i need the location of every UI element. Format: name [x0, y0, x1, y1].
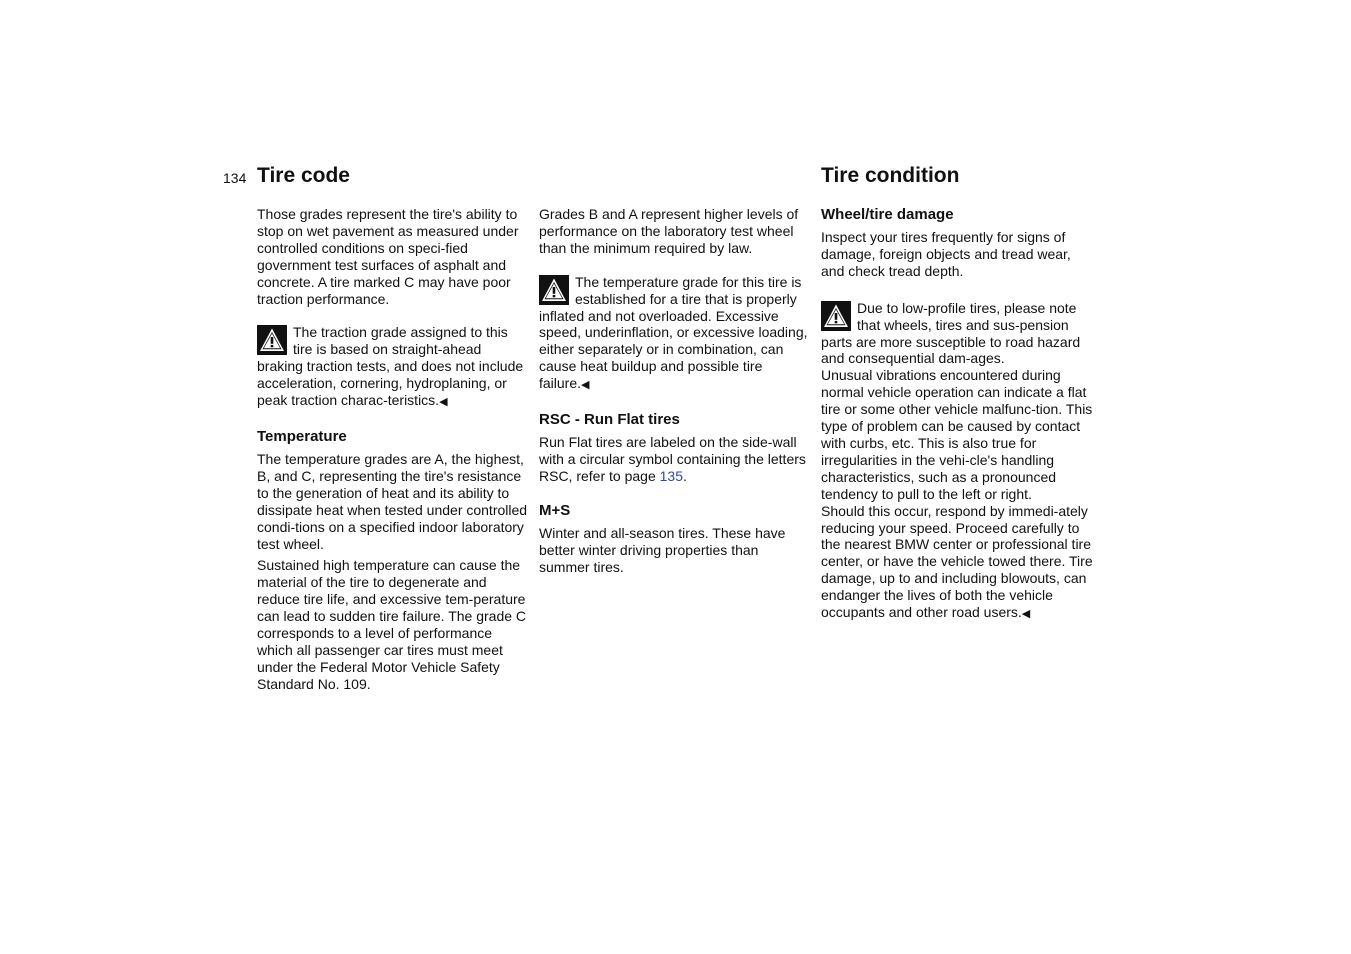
paragraph-temperature-grades: The temperature grades are A, the highest, B, and C, representing the tire's resistance to the generation of heat and its ability to dissipate heat when tested under controlled condi-tions on a specified indoor laboratory test wheel.: [257, 450, 528, 552]
warning-traction: [257, 324, 529, 411]
paragraph-inspect-tires: Inspect your tires frequently for signs of damage, foreign objects and tread wear, and check tread depth.: [821, 229, 1071, 279]
heading-temperature: Temperature: [257, 427, 347, 445]
warning-temperature-text: [539, 274, 809, 394]
paragraph-grades-b-a: Grades B and A represent higher levels of performance on the laboratory test wheel than the minimum required by law.: [539, 206, 799, 256]
respond-body: Should this occur, respond by immedi-ately reducing your speed. Proceed carefully to the nearest BMW center or professional tire center, or have the vehicle towed there. Tire damage, up to and including blowouts, can endanger the lives of both the vehicle occupants and other road users.: [821, 502, 1093, 621]
paragraph-unusual-vibrations: Unusual vibrations encountered during normal vehicle operation can indicate a flat tire or some other vehicle malfunc-tion. This type of problem can be caused by contact with curbs, etc. This is also true for irregularities in the vehi-cle's handling characteristics, such as a pronounced tendency to pull to the left or right.: [821, 367, 1093, 502]
warning-traction-body: The traction grade assigned to this tire is based on straight-ahead braking traction tests, and does not include acceleration, cornering, hydroplaning, or peak traction charac-teristics.: [257, 324, 524, 409]
end-mark: ◀: [1021, 608, 1031, 621]
warning-temperature: [539, 274, 809, 394]
warning-temperature-body: The temperature grade for this tire is established for a tire that is properly inflated and not overloaded. Excessive speed, underinflation, or excessive loading, either separately or in combination, can cause heat buildup and possible tire failure.: [539, 273, 808, 392]
paragraph-m-s: Winter and all-season tires. These have better winter driving properties than summer tires.: [539, 524, 786, 575]
page-number: 134: [223, 170, 247, 186]
column-2: [539, 206, 809, 576]
end-mark: ◀: [439, 396, 448, 409]
end-mark: ◀: [581, 379, 590, 392]
column-3: [821, 206, 1093, 623]
paragraph-sustained-temperature: Sustained high temperature can cause the material of the tire to degenerate and reduce tire life, and excessive tem-perature can lead to sudden tire failure. The grade C corresponds to a level of performance which all passenger car tires must meet under the Federal Motor Vehicle Safety Standard No. 109.: [257, 557, 527, 692]
column-1: [257, 206, 529, 693]
section-title-tire-condition: Tire condition: [821, 164, 960, 187]
warning-traction-text: [257, 324, 529, 411]
warning-low-profile-text: Due to low-profile tires, please note that wheels, tires and sus-pension parts are more susceptible to road hazard and consequential dam-ages.: [821, 299, 1081, 367]
heading-rsc-run-flat: RSC - Run Flat tires: [539, 411, 680, 429]
rsc-text-end: .: [682, 467, 687, 484]
rsc-text: Run Flat tires are labeled on the side-wall with a circular symbol containing the letters RSC, refer to page: [539, 434, 806, 484]
paragraph-traction-grades: Those grades represent the tire's ability to stop on wet pavement as measured under controlled conditions on speci-fied government test surfaces of asphalt and concrete. A tire marked C may have poor traction performance.: [257, 206, 519, 307]
warning-triangle-icon: [821, 301, 851, 331]
paragraph-rsc: [539, 434, 809, 485]
heading-wheel-tire-damage: Wheel/tire damage: [821, 206, 954, 223]
heading-m-s: M+S: [539, 501, 571, 519]
warning-low-profile: [821, 300, 1093, 368]
warning-triangle-icon: [257, 325, 287, 355]
page-link-135[interactable]: 135: [659, 467, 683, 484]
section-title-tire-code: Tire code: [257, 164, 350, 187]
paragraph-respond: [821, 503, 1093, 623]
warning-triangle-icon: [539, 275, 569, 305]
